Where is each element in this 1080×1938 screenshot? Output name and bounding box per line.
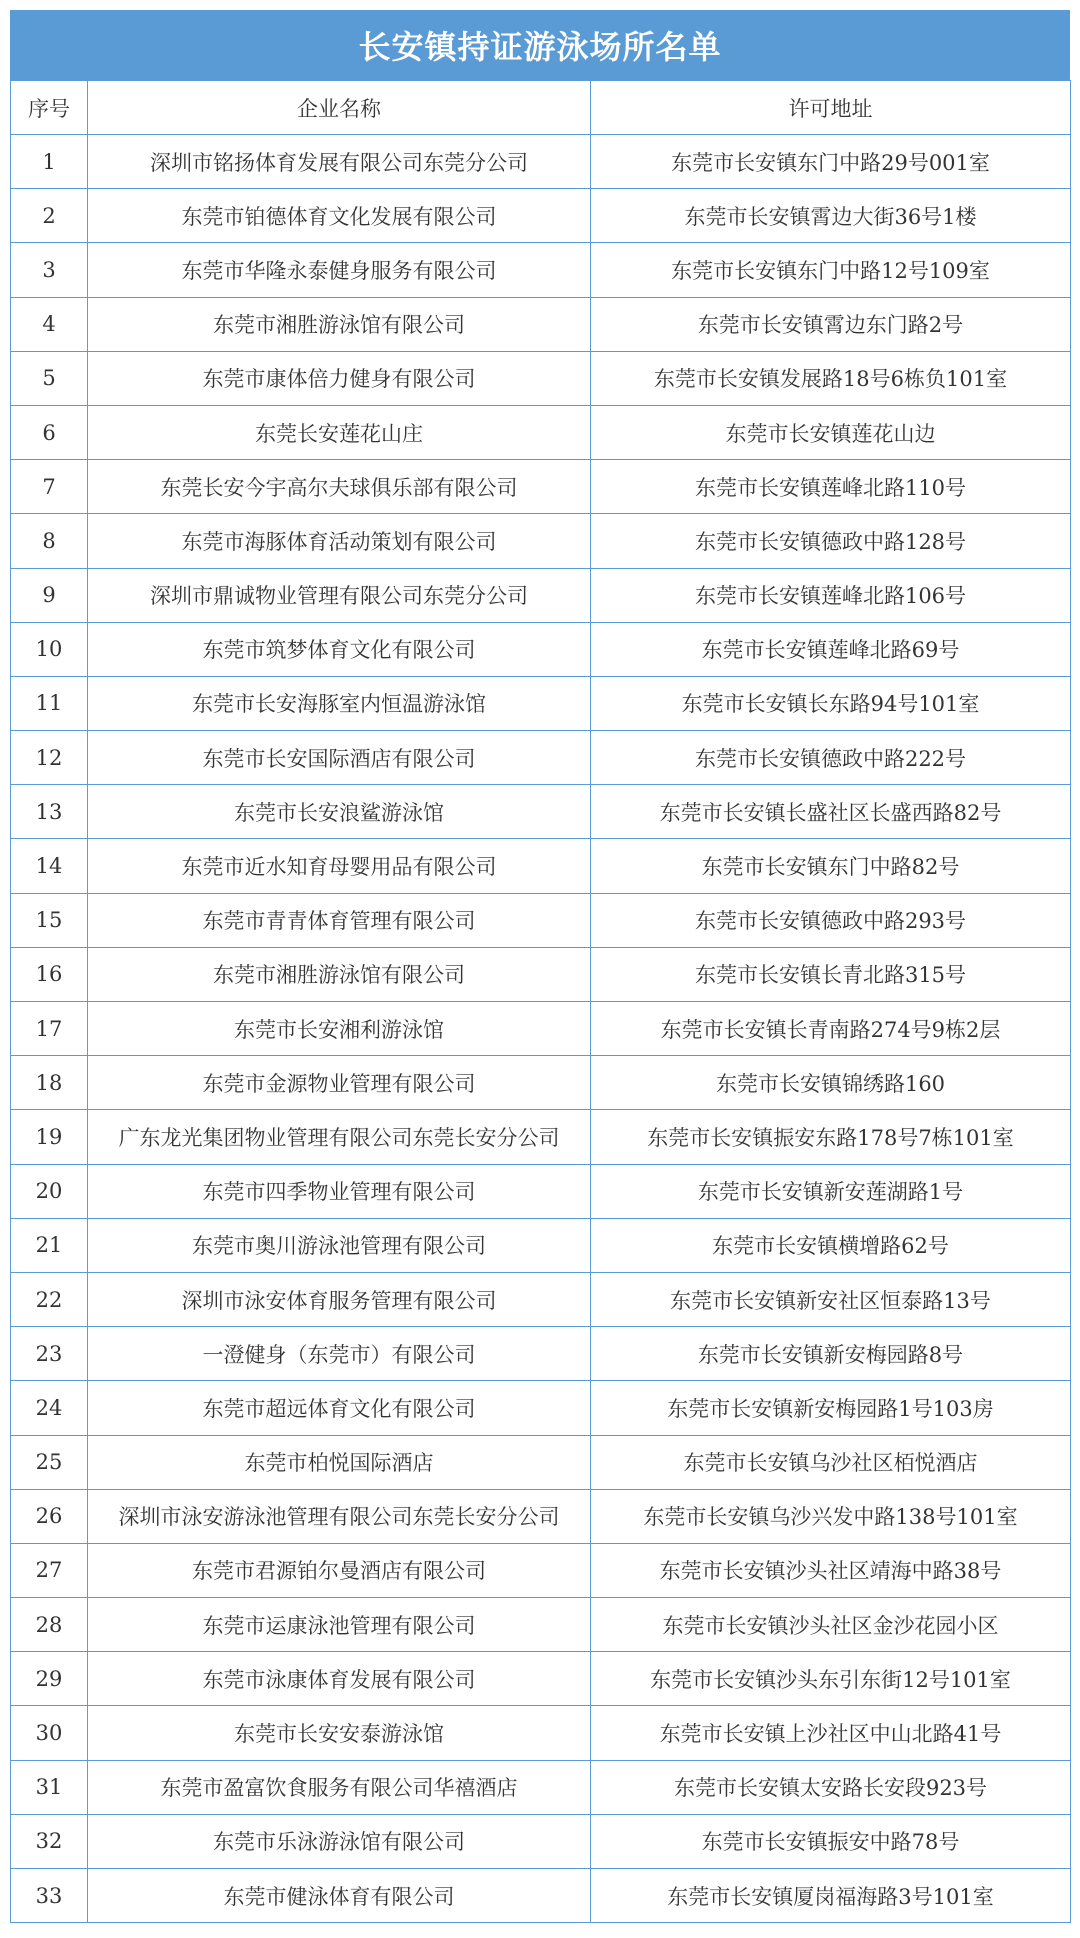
cell-address: 东莞市长安镇莲峰北路106号: [591, 568, 1071, 622]
cell-address: 东莞市长安镇东门中路82号: [591, 839, 1071, 893]
table-row: [11, 1598, 1071, 1652]
cell-address: 东莞市长安镇莲峰北路69号: [591, 622, 1071, 676]
cell-address: 东莞市长安镇沙头社区金沙花园小区: [591, 1598, 1071, 1652]
cell-address: 东莞市长安镇东门中路12号109室: [591, 243, 1071, 297]
table-row: [11, 785, 1071, 839]
cell-address: 东莞市长安镇新安梅园路8号: [591, 1327, 1071, 1381]
table-row: [11, 514, 1071, 568]
cell-company: 东莞长安莲花山庄: [88, 405, 591, 459]
cell-company: 东莞市长安海豚室内恒温游泳馆: [88, 676, 591, 730]
cell-company: 深圳市泳安游泳池管理有限公司东莞长安分公司: [88, 1489, 591, 1543]
cell-address: 东莞市长安镇德政中路222号: [591, 731, 1071, 785]
table-row: [11, 1489, 1071, 1543]
cell-index: 26: [11, 1489, 88, 1543]
table-row: [11, 460, 1071, 514]
cell-index: 3: [11, 243, 88, 297]
cell-company: 东莞市柏悦国际酒店: [88, 1435, 591, 1489]
cell-company: 东莞市金源物业管理有限公司: [88, 1056, 591, 1110]
column-header-index: 序号: [11, 81, 88, 135]
cell-address: 东莞市长安镇长青南路274号9栋2层: [591, 1002, 1071, 1056]
cell-index: 30: [11, 1706, 88, 1760]
cell-index: 22: [11, 1272, 88, 1326]
cell-company: 深圳市鼎诚物业管理有限公司东莞分公司: [88, 568, 591, 622]
cell-address: 东莞市长安镇德政中路293号: [591, 893, 1071, 947]
table-row: [11, 351, 1071, 405]
table-row: [11, 622, 1071, 676]
cell-address: 东莞市长安镇长东路94号101室: [591, 676, 1071, 730]
cell-index: 16: [11, 947, 88, 1001]
cell-address: 东莞市长安镇沙头社区靖海中路38号: [591, 1543, 1071, 1597]
cell-company: 东莞市康体倍力健身有限公司: [88, 351, 591, 405]
cell-company: 广东龙光集团物业管理有限公司东莞长安分公司: [88, 1110, 591, 1164]
cell-address: 东莞市长安镇东门中路29号001室: [591, 135, 1071, 189]
cell-company: 东莞市华隆永泰健身服务有限公司: [88, 243, 591, 297]
cell-address: 东莞市长安镇霄边大街36号1楼: [591, 189, 1071, 243]
cell-index: 18: [11, 1056, 88, 1110]
table-row: [11, 1164, 1071, 1218]
cell-address: 东莞市长安镇霄边东门路2号: [591, 297, 1071, 351]
cell-company: 东莞市湘胜游泳馆有限公司: [88, 947, 591, 1001]
cell-company: 东莞市湘胜游泳馆有限公司: [88, 297, 591, 351]
cell-company: 东莞市泳康体育发展有限公司: [88, 1652, 591, 1706]
cell-index: 29: [11, 1652, 88, 1706]
cell-address: 东莞市长安镇上沙社区中山北路41号: [591, 1706, 1071, 1760]
table-row: [11, 1760, 1071, 1814]
table-row: [11, 893, 1071, 947]
cell-address: 东莞市长安镇横增路62号: [591, 1218, 1071, 1272]
cell-index: 6: [11, 405, 88, 459]
cell-address: 东莞市长安镇锦绣路160: [591, 1056, 1071, 1110]
cell-index: 13: [11, 785, 88, 839]
cell-company: 东莞市运康泳池管理有限公司: [88, 1598, 591, 1652]
cell-address: 东莞市长安镇振安东路178号7栋101室: [591, 1110, 1071, 1164]
cell-address: 东莞市长安镇新安梅园路1号103房: [591, 1381, 1071, 1435]
table-row: [11, 189, 1071, 243]
cell-index: 28: [11, 1598, 88, 1652]
table-row: [11, 947, 1071, 1001]
cell-index: 4: [11, 297, 88, 351]
table-row: [11, 243, 1071, 297]
cell-address: 东莞市长安镇长盛社区长盛西路82号: [591, 785, 1071, 839]
cell-index: 2: [11, 189, 88, 243]
table-row: [11, 1814, 1071, 1868]
table-row: [11, 405, 1071, 459]
table-row: [11, 1435, 1071, 1489]
cell-company: 东莞市长安湘利游泳馆: [88, 1002, 591, 1056]
cell-index: 17: [11, 1002, 88, 1056]
cell-index: 7: [11, 460, 88, 514]
cell-company: 东莞市铂德体育文化发展有限公司: [88, 189, 591, 243]
cell-index: 23: [11, 1327, 88, 1381]
cell-company: 东莞市海豚体育活动策划有限公司: [88, 514, 591, 568]
cell-company: 东莞市近水知育母婴用品有限公司: [88, 839, 591, 893]
column-header-address: 许可地址: [591, 81, 1071, 135]
cell-company: 深圳市铭扬体育发展有限公司东莞分公司: [88, 135, 591, 189]
cell-index: 11: [11, 676, 88, 730]
column-header-company: 企业名称: [88, 81, 591, 135]
cell-index: 32: [11, 1814, 88, 1868]
cell-address: 东莞市长安镇新安莲湖路1号: [591, 1164, 1071, 1218]
cell-company: 东莞市长安安泰游泳馆: [88, 1706, 591, 1760]
cell-index: 27: [11, 1543, 88, 1597]
cell-company: 东莞市超远体育文化有限公司: [88, 1381, 591, 1435]
cell-company: 深圳市泳安体育服务管理有限公司: [88, 1272, 591, 1326]
cell-company: 东莞市乐泳游泳馆有限公司: [88, 1814, 591, 1868]
page-title: 长安镇持证游泳场所名单: [10, 10, 1070, 80]
table-header-row: [11, 81, 1071, 135]
cell-index: 8: [11, 514, 88, 568]
cell-index: 1: [11, 135, 88, 189]
cell-index: 15: [11, 893, 88, 947]
cell-address: 东莞市长安镇莲花山边: [591, 405, 1071, 459]
cell-company: 东莞市奥川游泳池管理有限公司: [88, 1218, 591, 1272]
cell-company: 东莞市四季物业管理有限公司: [88, 1164, 591, 1218]
cell-index: 24: [11, 1381, 88, 1435]
cell-address: 东莞市长安镇乌沙兴发中路138号101室: [591, 1489, 1071, 1543]
table-row: [11, 1272, 1071, 1326]
cell-index: 33: [11, 1869, 88, 1923]
cell-address: 东莞市长安镇沙头东引东街12号101室: [591, 1652, 1071, 1706]
table-row: [11, 1543, 1071, 1597]
cell-index: 9: [11, 568, 88, 622]
cell-address: 东莞市长安镇德政中路128号: [591, 514, 1071, 568]
table-row: [11, 1706, 1071, 1760]
cell-index: 20: [11, 1164, 88, 1218]
cell-address: 东莞市长安镇长青北路315号: [591, 947, 1071, 1001]
cell-index: 14: [11, 839, 88, 893]
table-row: [11, 839, 1071, 893]
table-row: [11, 1218, 1071, 1272]
table-row: [11, 568, 1071, 622]
license-list-sheet: [10, 10, 1070, 1923]
cell-company: 东莞市健泳体育有限公司: [88, 1869, 591, 1923]
table-row: [11, 731, 1071, 785]
table-row: [11, 135, 1071, 189]
table-row: [11, 1327, 1071, 1381]
cell-address: 东莞市长安镇新安社区恒泰路13号: [591, 1272, 1071, 1326]
cell-address: 东莞市长安镇厦岗福海路3号101室: [591, 1869, 1071, 1923]
table-row: [11, 1002, 1071, 1056]
cell-index: 25: [11, 1435, 88, 1489]
cell-address: 东莞市长安镇发展路18号6栋负101室: [591, 351, 1071, 405]
table-body: [11, 135, 1071, 1923]
table-row: [11, 1381, 1071, 1435]
cell-address: 东莞市长安镇乌沙社区栢悦酒店: [591, 1435, 1071, 1489]
table-row: [11, 1652, 1071, 1706]
cell-index: 12: [11, 731, 88, 785]
cell-company: 一澄健身（东莞市）有限公司: [88, 1327, 591, 1381]
table-row: [11, 297, 1071, 351]
cell-company: 东莞市长安国际酒店有限公司: [88, 731, 591, 785]
cell-company: 东莞市筑梦体育文化有限公司: [88, 622, 591, 676]
cell-index: 5: [11, 351, 88, 405]
table-row: [11, 1869, 1071, 1923]
cell-index: 21: [11, 1218, 88, 1272]
venue-table: [10, 80, 1071, 1923]
table-row: [11, 1110, 1071, 1164]
cell-company: 东莞市盈富饮食服务有限公司华禧酒店: [88, 1760, 591, 1814]
cell-company: 东莞市青青体育管理有限公司: [88, 893, 591, 947]
cell-address: 东莞市长安镇振安中路78号: [591, 1814, 1071, 1868]
cell-index: 10: [11, 622, 88, 676]
table-row: [11, 1056, 1071, 1110]
cell-index: 19: [11, 1110, 88, 1164]
cell-company: 东莞长安今宇高尔夫球俱乐部有限公司: [88, 460, 591, 514]
cell-company: 东莞市长安浪鲨游泳馆: [88, 785, 591, 839]
table-row: [11, 676, 1071, 730]
cell-index: 31: [11, 1760, 88, 1814]
cell-address: 东莞市长安镇莲峰北路110号: [591, 460, 1071, 514]
cell-address: 东莞市长安镇太安路长安段923号: [591, 1760, 1071, 1814]
cell-company: 东莞市君源铂尔曼酒店有限公司: [88, 1543, 591, 1597]
